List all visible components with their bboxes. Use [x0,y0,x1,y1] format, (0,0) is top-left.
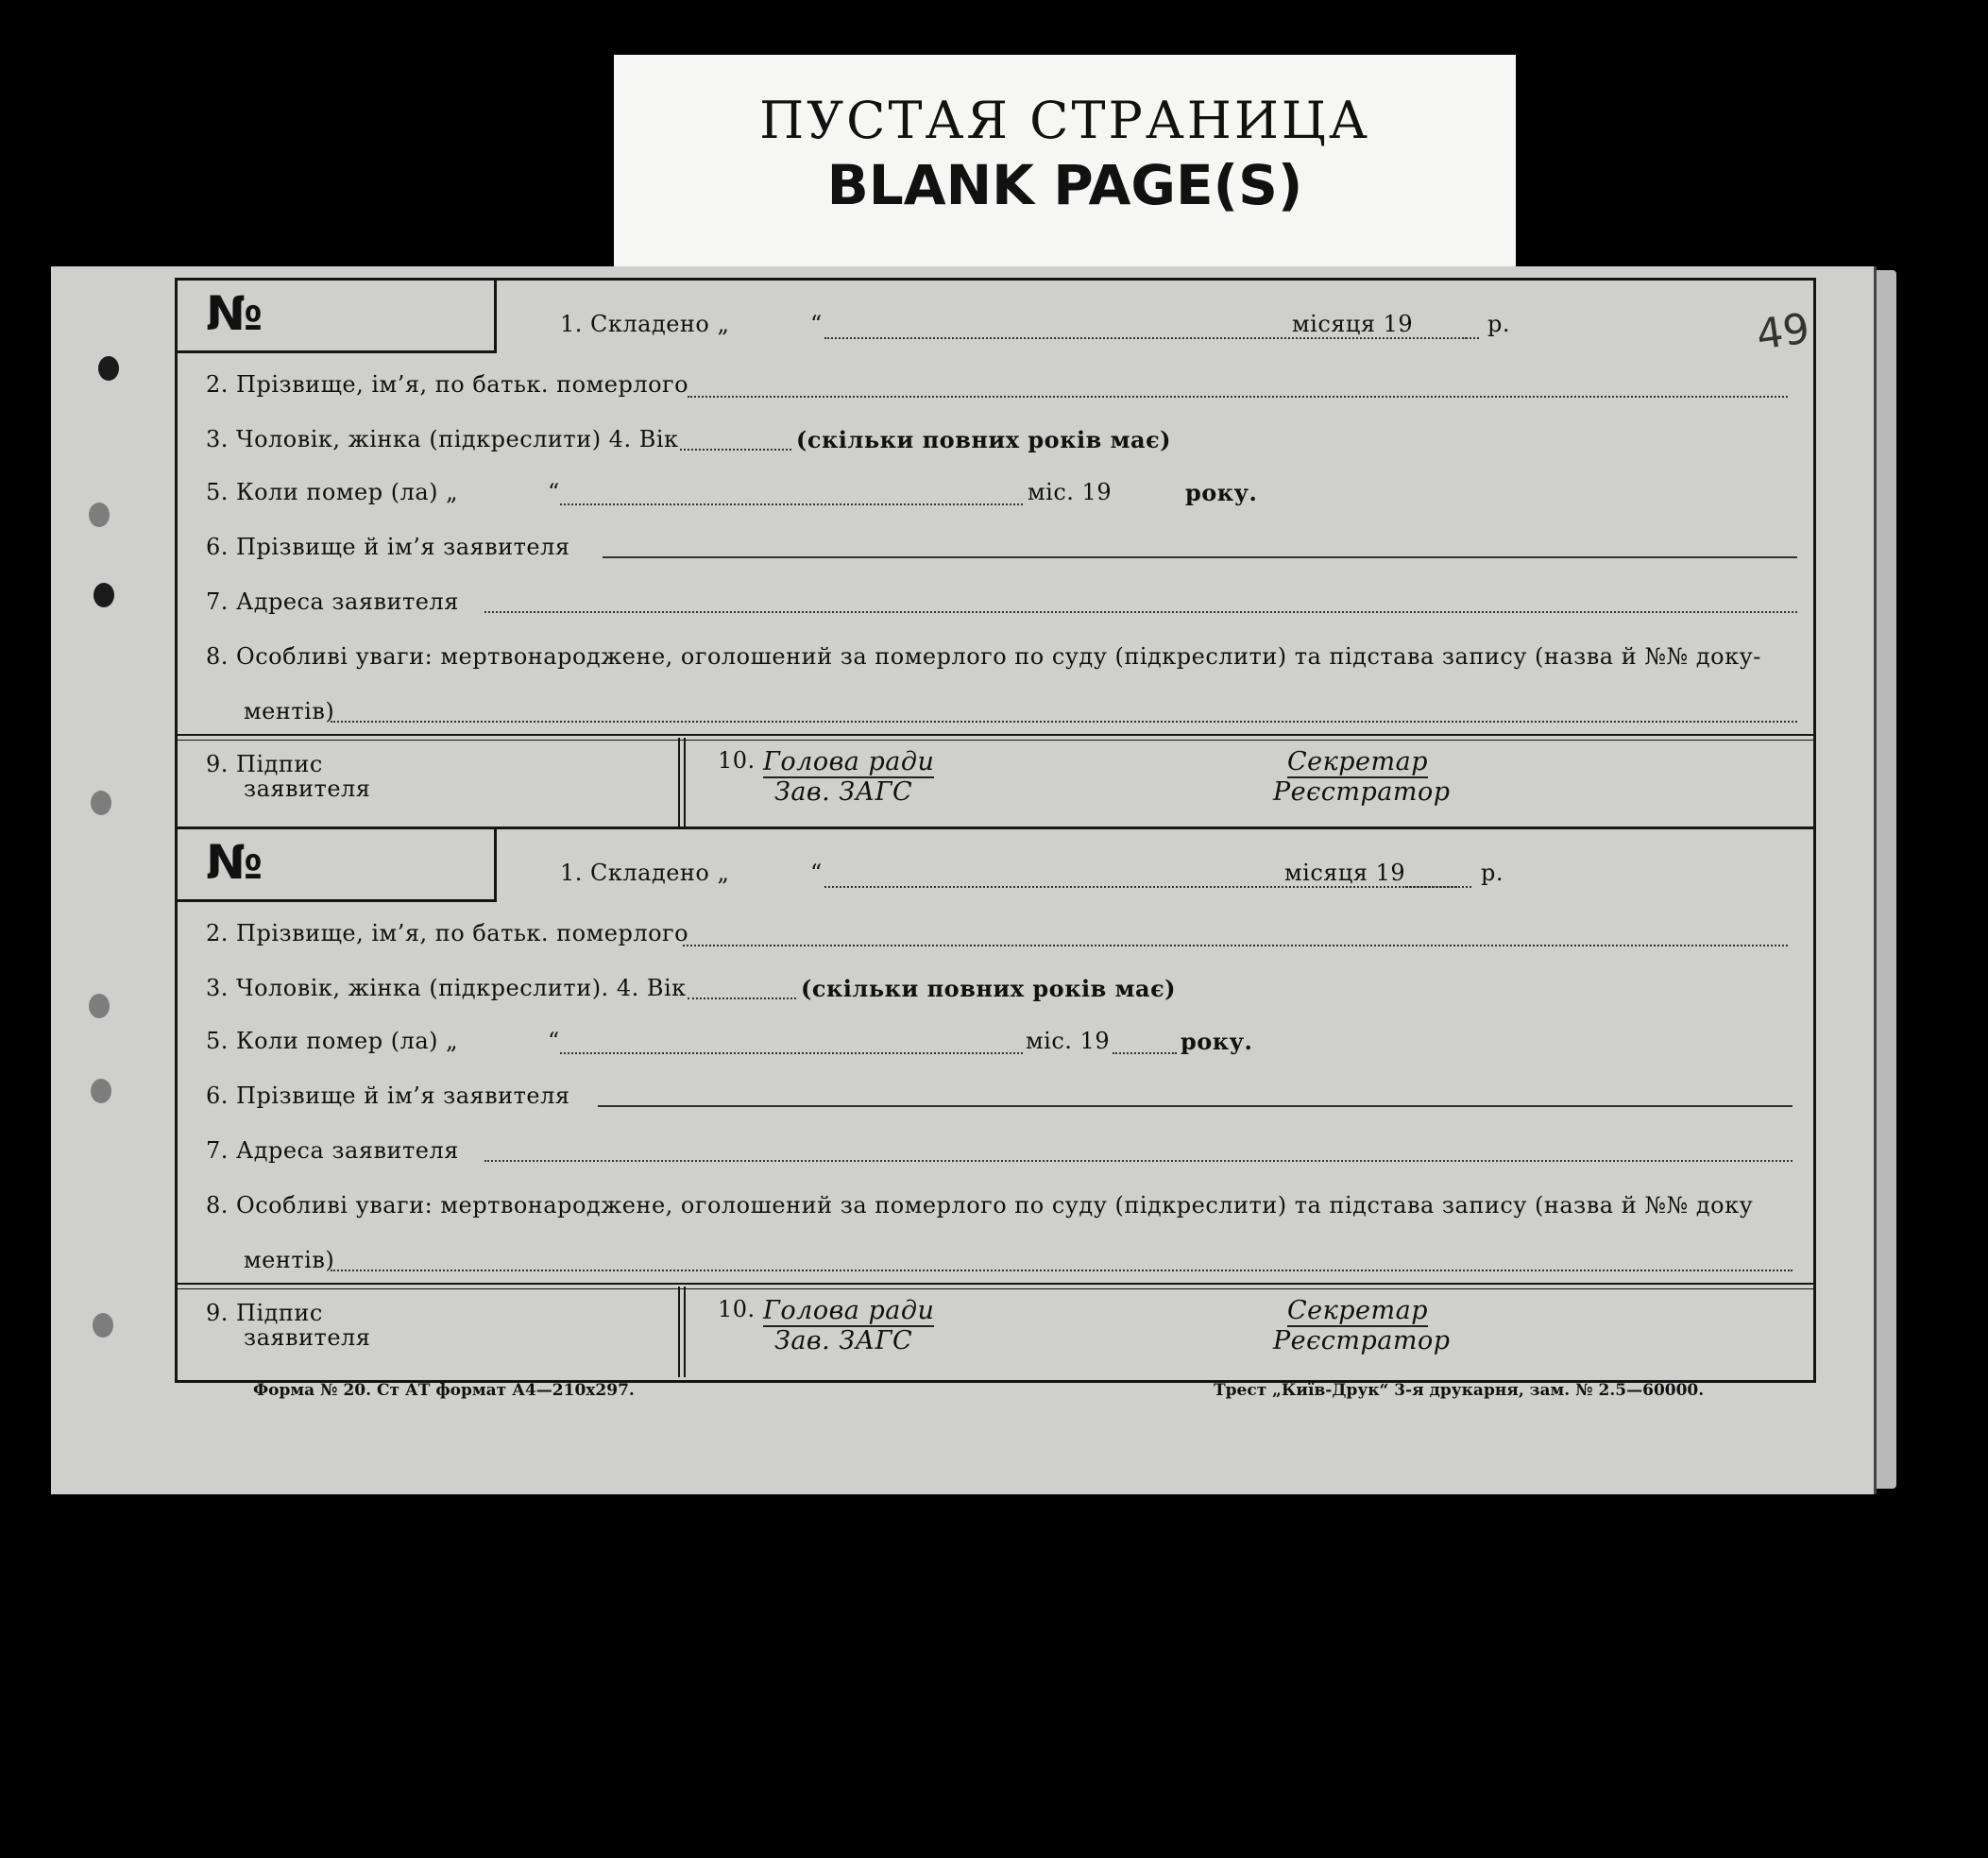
field-deceased-name-line[interactable] [688,396,1788,398]
field-composed-quote: “ [810,311,823,337]
field-death-date-line[interactable] [560,1052,1023,1054]
field-registrar-label: Реєстратор [1273,1326,1451,1355]
punch-hole [91,791,111,815]
field-composed-day-line[interactable] [824,337,1467,339]
field-composed-month-label: місяця 19 [1292,311,1414,337]
field-age-hint: (скільки повних років має) [796,426,1172,453]
punch-hole [93,1313,113,1338]
field-age-hint: (скільки повних років має) [801,975,1177,1002]
field-registry-head-label: Зав. ЗАГС [774,1326,913,1355]
field-death-date-line[interactable] [560,503,1023,505]
field-applicant-address-label: 7. Адреса заявителя [206,588,459,615]
field-applicant-signature-sublabel: заявителя [244,776,371,802]
field-composed-year-label: р. [1487,311,1510,337]
field-sex-age-label: 3. Чоловік, жінка (підкреслити) 4. Вік [206,426,679,452]
field-applicant-address-line[interactable] [484,1160,1793,1162]
field-composed-year-label: р. [1481,860,1504,886]
field-notes-label-cont: ментів) [244,698,335,724]
handwritten-page-number: 49 [1753,304,1813,360]
field-applicant-signature-label: 9. Підпис [206,751,323,777]
secretary-title: Секретар [1287,1296,1429,1325]
field-composed-day-line[interactable] [824,886,1457,888]
field-notes-line[interactable] [331,1270,1793,1271]
number-sign: № [206,835,263,890]
signature-area [178,738,1813,828]
field-age-line[interactable] [688,997,796,999]
signature-separator [678,1287,686,1377]
field-secretary-label [1287,747,1428,778]
field-composed-year-line[interactable] [1405,886,1471,888]
field-applicant-name-line[interactable] [598,1105,1793,1107]
punch-hole [93,583,114,607]
field-deceased-name-label: 2. Прізвище, ім’я, по батьк. померлого [206,371,689,398]
punch-hole [91,1079,111,1103]
field-chairman-num: 10. [718,747,756,774]
field-death-year-label: року. [1181,1028,1253,1055]
punch-hole [98,356,119,381]
field-notes-label: 8. Особливі уваги: мертвонароджене, оголошений за померлого по суду (підкреслити) та підстава запису (назва й №№ доку- [206,643,1761,670]
field-notes-line[interactable] [331,721,1797,723]
field-death-year-line[interactable] [1113,1052,1177,1054]
field-secretary-label [1287,1296,1428,1327]
field-death-month-label: міс. 19 [1028,479,1113,505]
field-chairman-label [763,1296,934,1327]
field-notes-label: 8. Особливі уваги: мертвонароджене, оголошений за померлого по суду (підкреслити) та підстава запису (назва й №№ доку [206,1192,1754,1219]
field-notes-label-cont: ментів) [244,1247,335,1273]
blank-page-title-en: BLANK PAGE(S) [826,153,1303,217]
field-death-year-label: року. [1185,479,1258,506]
field-registrar-label: Реєстратор [1273,777,1451,807]
signature-area [178,1287,1813,1377]
field-composed-quote: “ [810,860,823,886]
field-chairman-num: 10. [718,1296,756,1322]
field-applicant-address-label: 7. Адреса заявителя [206,1137,459,1164]
form-footer-left: Форма № 20. Ст АТ формат А4—210х297. [253,1381,635,1400]
field-death-date-label: 5. Коли помер (ла) „ [206,479,459,505]
field-death-date-label: 5. Коли помер (ла) „ [206,1028,459,1054]
field-applicant-address-line[interactable] [484,611,1797,613]
number-sign: № [206,286,263,341]
field-deceased-name-label: 2. Прізвище, ім’я, по батьк. померлого [206,920,689,946]
secretary-title: Секретар [1287,747,1429,776]
punch-hole [89,503,110,527]
chairman-title: Голова ради [763,747,935,776]
record-block-2 [178,827,1813,1377]
signature-separator [678,738,686,828]
field-death-date-quote: “ [548,1028,560,1054]
field-composed-label: 1. Складено „ [560,311,730,337]
record-number-box [178,829,497,902]
field-applicant-name-label: 6. Прізвище й ім’я заявителя [206,1082,570,1109]
punch-hole [89,994,110,1018]
field-applicant-name-line[interactable] [603,556,1797,558]
form-footer-right: Трест „Київ-Друк“ 3-я друкарня, зам. № 2.5—60000. [1214,1381,1705,1400]
field-composed-label: 1. Складено „ [560,860,730,886]
record-number-box [178,281,497,353]
chairman-title: Голова ради [763,1296,935,1325]
death-record-form [175,278,1816,1383]
blank-page-card [614,55,1516,274]
record-block-1 [178,281,1813,828]
field-applicant-signature-label: 9. Підпис [206,1300,323,1326]
field-composed-year-line[interactable] [1413,337,1479,339]
field-registry-head-label: Зав. ЗАГС [774,777,913,807]
field-composed-month-label: місяця 19 [1284,860,1406,886]
field-applicant-signature-sublabel: заявителя [244,1324,371,1351]
field-death-month-label: міс. 19 [1026,1028,1111,1054]
field-death-date-quote: “ [548,479,560,505]
field-chairman-label [763,747,934,778]
field-applicant-name-label: 6. Прізвище й ім’я заявителя [206,534,570,560]
field-age-line[interactable] [680,449,791,451]
blank-page-title-ru: ПУСТАЯ СТРАНИЦА [759,91,1370,150]
field-sex-age-label: 3. Чоловік, жінка (підкреслити). 4. Вік [206,975,687,1001]
field-deceased-name-line[interactable] [683,945,1788,946]
